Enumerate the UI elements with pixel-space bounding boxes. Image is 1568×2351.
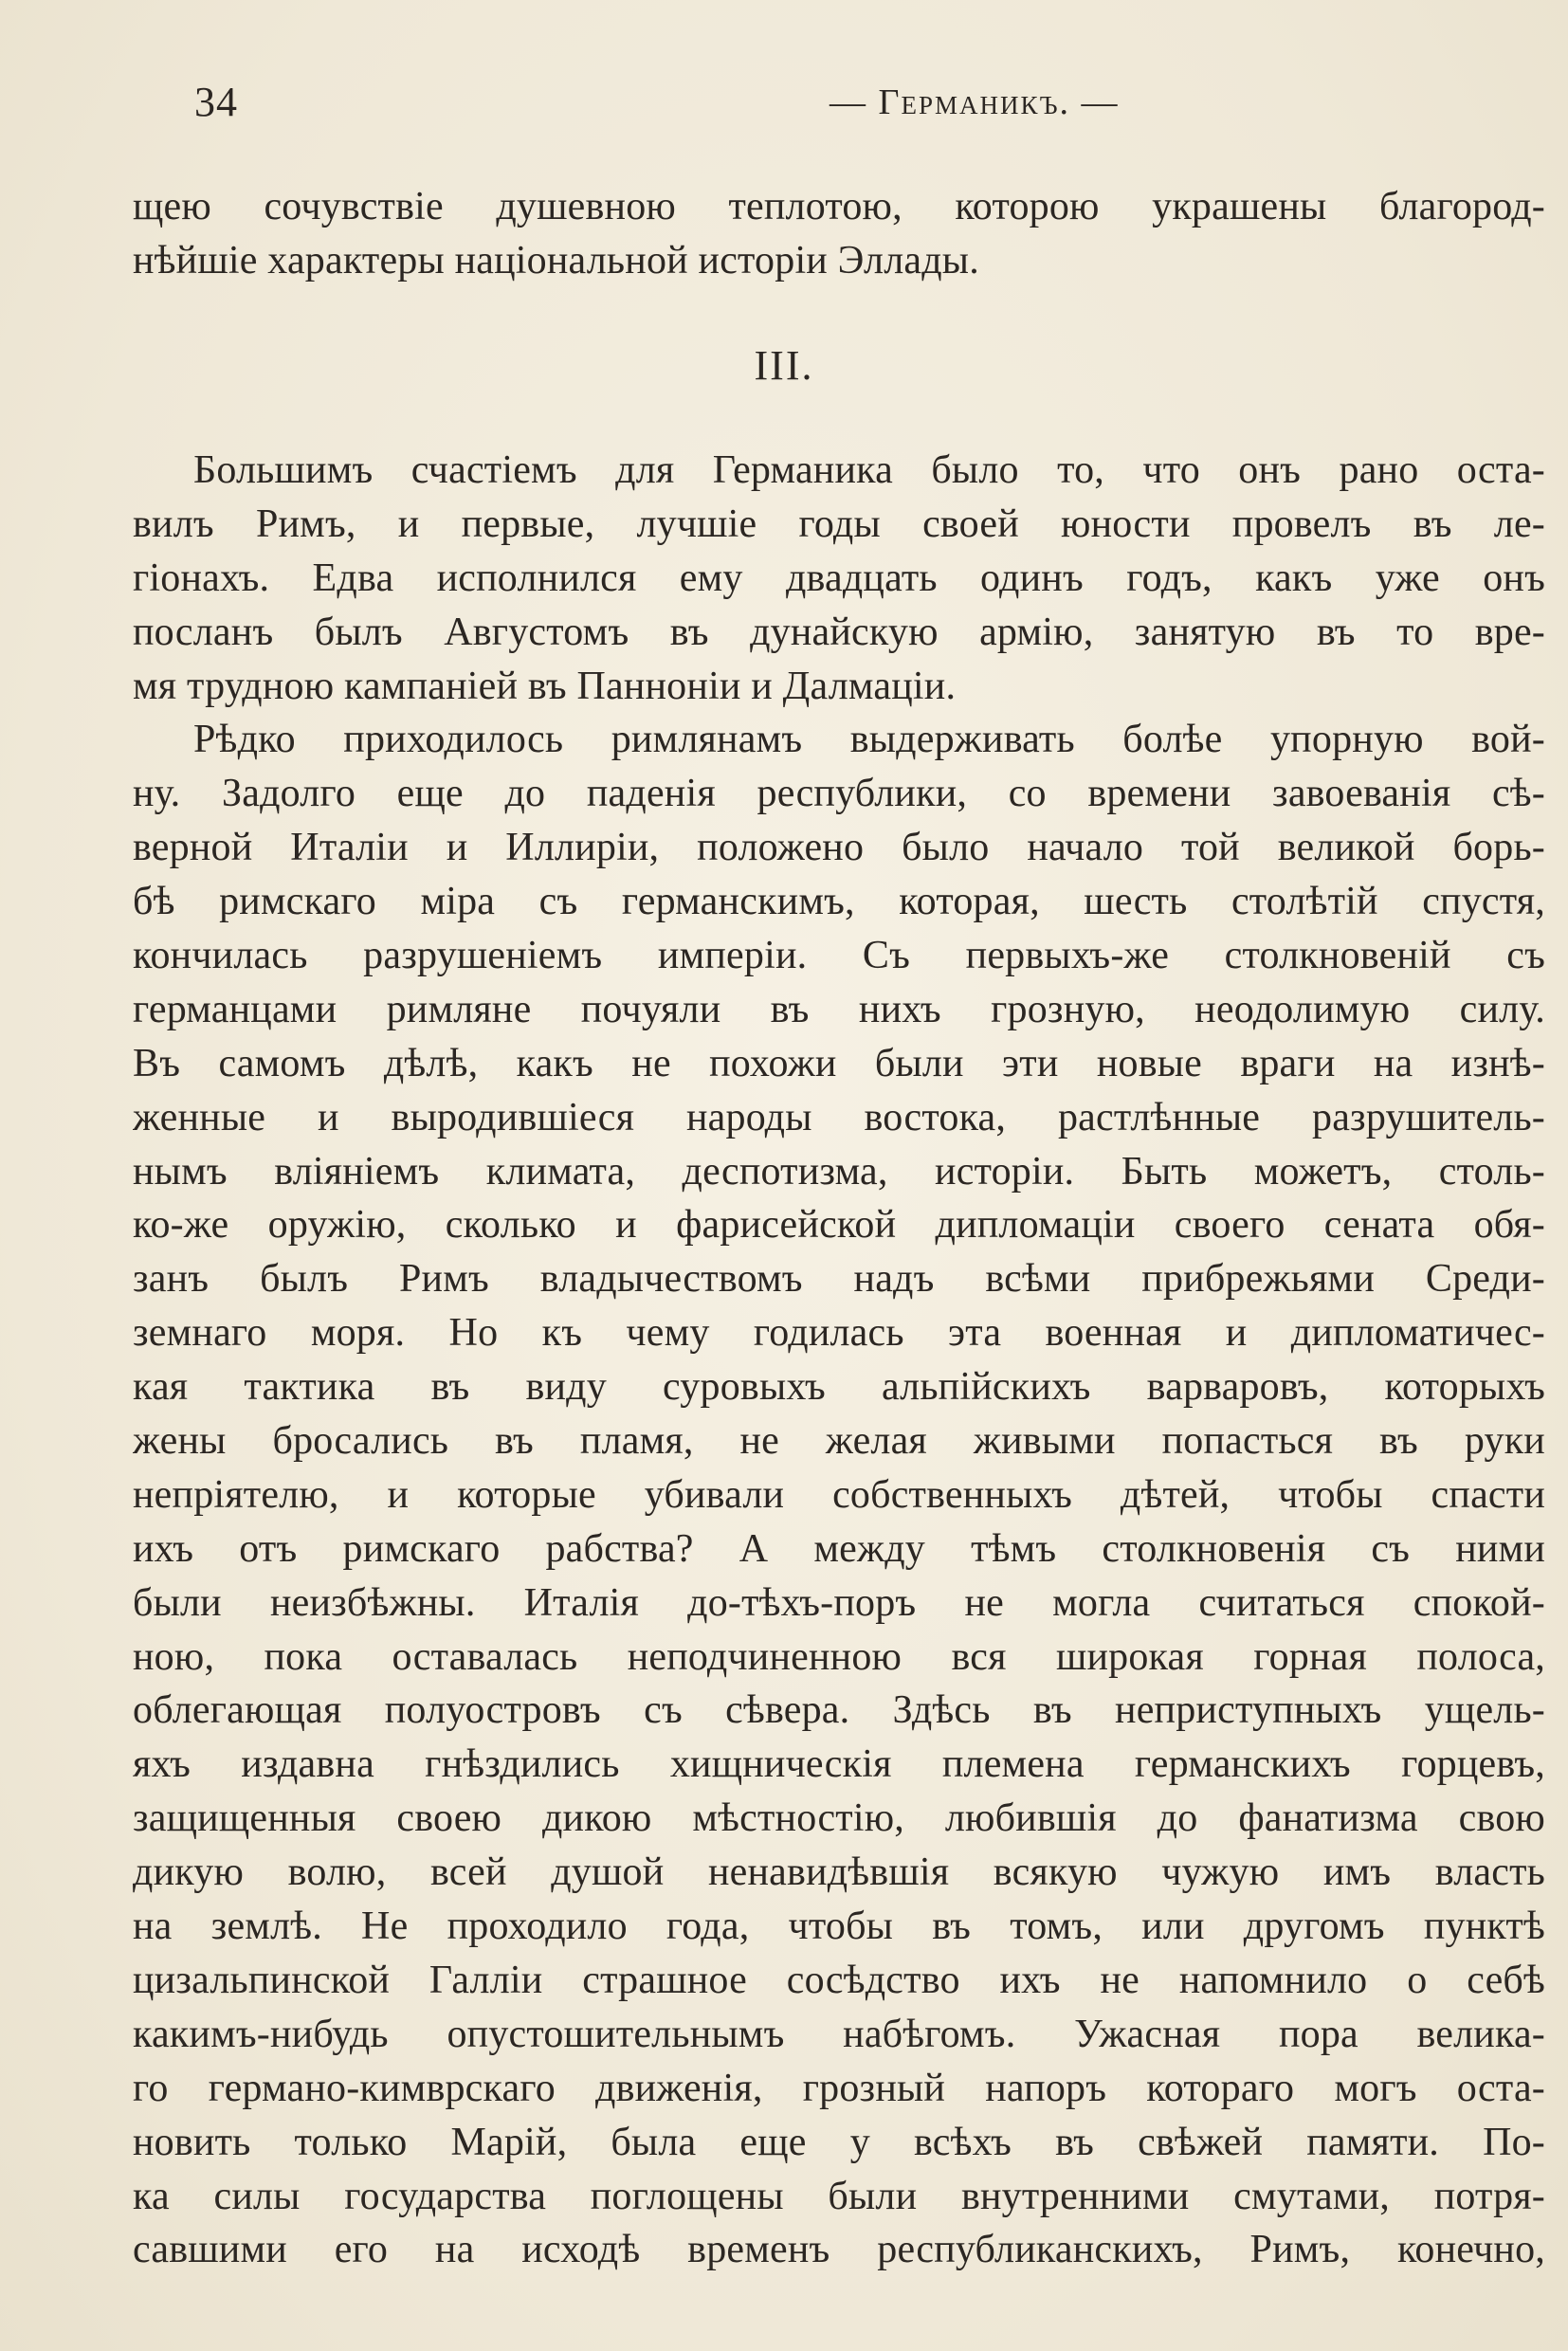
text-line: ка силы государства поглощены были внутренними смутами, потря- [133,2174,1545,2218]
text-line: савшими его на исходѣ временъ республиканскихъ, Римъ, конечно, [133,2228,1545,2272]
section-heading: III. [754,342,814,389]
text-line: земнаго моря. Но къ чему годилась эта военная и дипломатичес- [133,1311,1545,1356]
text-line: ною, пока оставалась неподчиненною вся широкая горная полоса, [133,1634,1545,1679]
section-body [133,444,1545,2277]
text-line: на землѣ. Не проходило года, чтобы въ томъ, или другомъ пунктѣ [133,1904,1545,1949]
text-line: ко-же оружію, сколько и фарисейской дипломаціи своего сената обя- [133,1203,1545,1248]
text-line: Рѣдко приходилось римлянамъ выдерживать болѣе упорную вой- [193,718,1545,762]
text-line: кончилась разрушеніемъ имперіи. Съ первыхъ-же столкновеній съ [133,934,1545,978]
text-line: го германо-кимврскаго движенія, грозный напоръ котораго могъ оста- [133,2066,1545,2110]
text-line: облегающая полуостровъ съ сѣвера. Здѣсь въ неприступныхъ ущель- [133,1688,1545,1733]
text-line: гіонахъ. Едва исполнился ему двадцать одинъ годъ, какъ уже онъ [133,556,1545,600]
text-line: щею сочувствіе душевною теплотою, которою украшены благород- [133,185,1545,228]
intro-paragraph [133,180,1545,288]
text-line: были неизбѣжны. Италія до-тѣхъ-поръ не могла считаться спокой- [133,1580,1545,1625]
text-line: занъ былъ Римъ владычествомъ надъ всѣми прибрежьями Среди- [133,1257,1545,1302]
text-line: непріятелю, и которые убивали собственныхъ дѣтей, чтобы спасти [133,1472,1545,1517]
text-line: мя трудною кампаніей въ Панноніи и Далмаціи. [133,664,957,708]
text-line: нѣйшіе характеры національной исторіи Эллады. [133,238,979,282]
text-line: вилъ Римъ, и первые, лучшіе годы своей юности провелъ въ ле- [133,501,1545,546]
text-line: верной Италіи и Иллиріи, положено было начало той великой борь- [133,826,1545,870]
page-number: 34 [194,79,238,125]
text-line: какимъ-нибудь опустошительнымъ набѣгомъ. Ужасная пора велика- [133,2012,1545,2056]
text-line: новить только Марій, была еще у всѣхъ въ свѣжей памяти. По- [133,2120,1545,2164]
text-line: ну. Задолго еще до паденія республики, со времени завоеванія сѣ- [133,772,1545,816]
text-line: дикую волю, всей душой ненавидѣвшія всякую чужую имъ власть [133,1850,1545,1895]
text-line: кая тактика въ виду суровыхъ альпійскихъ варваровъ, которыхъ [133,1365,1545,1410]
text-line: защищенныя своею дикою мѣстностію, любившія до фанатизма свою [133,1796,1545,1841]
text-line: Большимъ счастіемъ для Германика было то, что онъ рано оста- [193,448,1545,492]
text-line: женные и выродившіеся народы востока, растлѣнные разрушитель- [133,1095,1545,1139]
text-line: нымъ вліяніемъ климата, деспотизма, исторіи. Быть можетъ, столь- [133,1149,1545,1194]
text-line: яхъ издавна гнѣздились хищническія племена германскихъ горцевъ, [133,1742,1545,1787]
text-line: Въ самомъ дѣлѣ, какъ не похожи были эти новые враги на изнѣ- [133,1041,1545,1085]
text-line: цизальпинской Галліи страшное сосѣдство ихъ не напомнило о себѣ [133,1958,1545,2002]
text-line: жены бросались въ пламя, не желая живыми попасться въ руки [133,1419,1545,1464]
text-line: ихъ отъ римскаго рабства? А между тѣмъ столкновенія съ ними [133,1526,1545,1571]
text-line: бѣ римскаго міра съ германскимъ, которая, шесть столѣтій спустя, [133,880,1545,924]
running-head [194,78,1550,135]
text-line: посланъ былъ Августомъ въ дунайскую армію, занятую въ то вре- [133,610,1545,654]
running-title: — Германикъ. — [830,82,1120,122]
text-line: германцами римляне почуяли въ нихъ грозную, неодолимую силу. [133,987,1545,1031]
